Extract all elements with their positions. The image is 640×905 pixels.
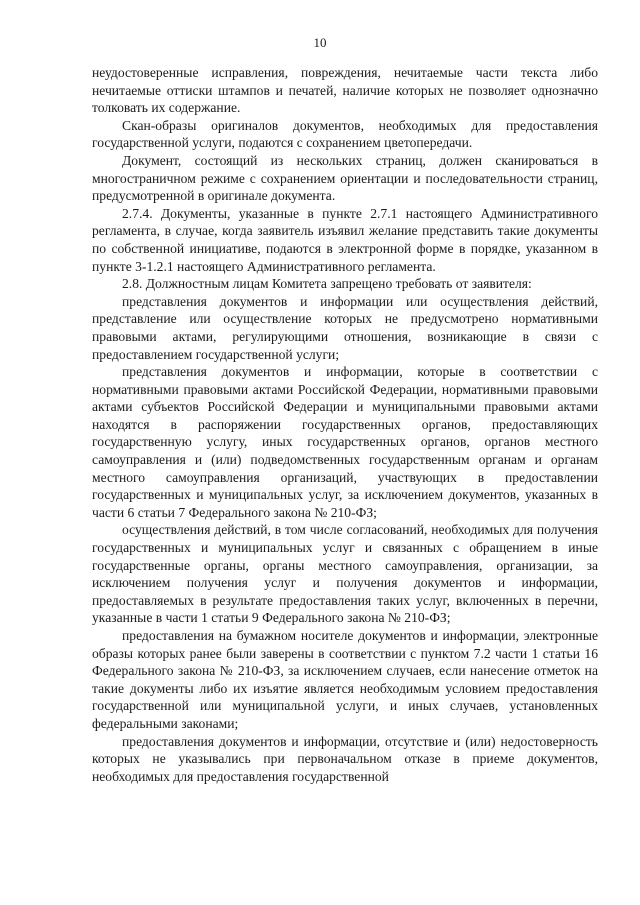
list-item-prohibition-4: предоставления на бумажном носителе документов и информации, электронные образы которых ранее были заверены в соответствии с пунктом 7.2 части 1 статьи 16 Федерального закона № 210-ФЗ, за исключением случаев, если нанесение отметок на такие документы либо их изъятие является необходимым условием предоставления государственной или муниципальной услуги, и иных случаев, установленных федеральными законами; <box>92 628 598 731</box>
list-item-prohibition-3: осуществления действий, в том числе согласований, необходимых для получения государственных и муниципальных услуг и связанных с обращением в иные государственные органы, органы местного самоуправления, организации, за исключением получения услуг и получения документов и информации, предоставляемых в результате предоставления таких услуг, включенных в перечни, указанные в части 1 статьи 9 Федерального закона № 210-ФЗ; <box>92 522 598 626</box>
paragraph-multipage: Документ, состоящий из нескольких страниц, должен сканироваться в многостраничном режиме с сохранением ориентации и последовательности страниц, предусмотренной в оригинале документа. <box>92 152 598 204</box>
paragraph-scan-images: Скан-образы оригиналов документов, необходимых для предоставления государственной услуги, подаются с сохранением цветопередачи. <box>92 117 598 151</box>
list-item-prohibition-1: представления документов и информации или осуществления действий, представление или осуществление которых не предусмотрено нормативными правовыми актами, регулирующими отношения, возникающие в связи с предоставлением государственной услуги; <box>92 293 598 362</box>
paragraph-2-8: 2.8. Должностным лицам Комитета запрещено требовать от заявителя: <box>122 276 532 292</box>
list-item-prohibition-5: предоставления документов и информации, отсутствие и (или) недостоверность которых не указывались при первоначальном отказе в приеме документов, необходимых для предоставления государственной <box>92 733 598 784</box>
page-number: 10 <box>313 35 327 50</box>
list-item-prohibition-2: представления документов и информации, которые в соответствии с нормативными правовыми актами Российской Федерации, нормативными правовыми актами субъектов Российской Федерации и муниципальными правовыми актами находятся в распоряжении государственных органов, предоставляющих государственную услугу, иных государственных органов, органов местного самоуправления и (или) подведомственных государственным органам и органам местного самоуправления организаций, участвующих в предоставлении государственных и муниципальных услуг, за исключением документов, указанных в части 6 статьи 7 Федерального закона № 210-ФЗ; <box>92 364 598 520</box>
paragraph-continuation: неудостоверенные исправления, повреждения, нечитаемые части текста либо нечитаемые оттиски штампов и печатей, наличие которых не позволяет однозначно толковать их содержание. <box>92 65 598 116</box>
paragraph-2-7-4: 2.7.4. Документы, указанные в пункте 2.7.1 настоящего Административного регламента, в случае, когда заявитель изъявил желание представить такие документы по собственной инициативе, подаются в электронной форме в порядке, указанном в пункте 3-1.2.1 настоящего Административного регламента. <box>92 205 598 274</box>
document-body <box>92 64 598 785</box>
